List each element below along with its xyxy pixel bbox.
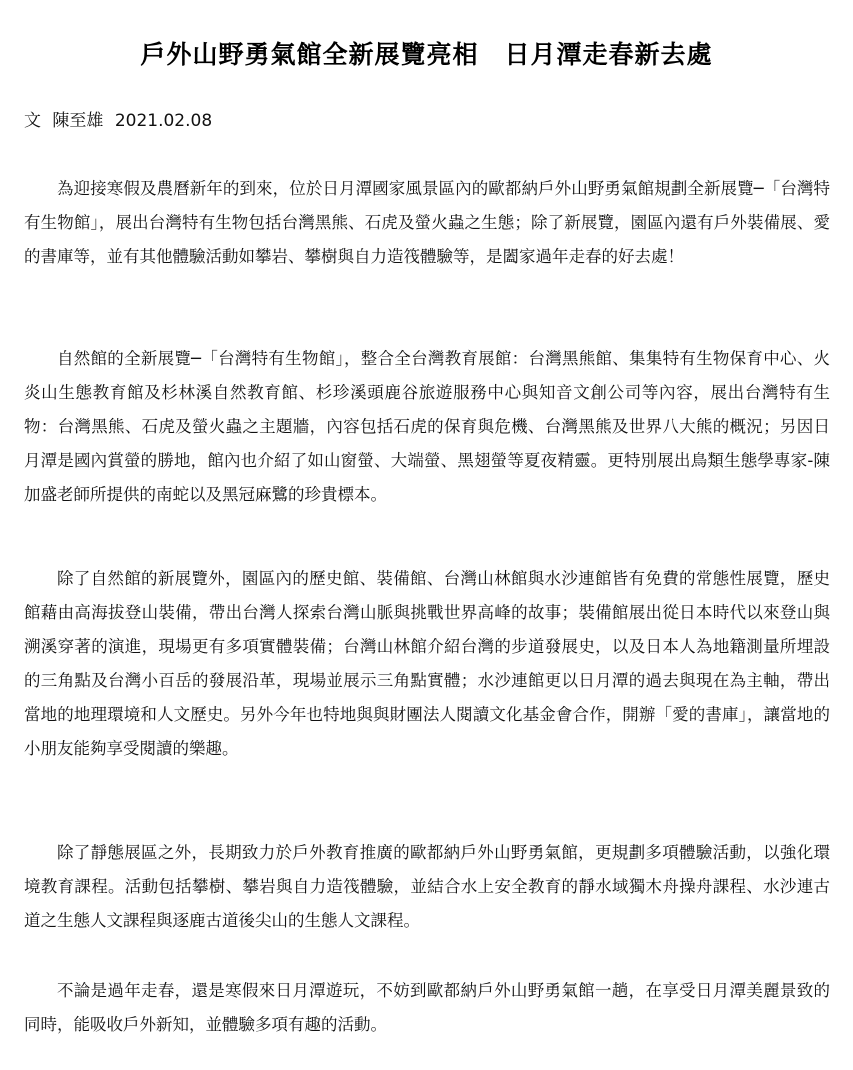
byline-date: 2021.02.08 (114, 111, 213, 131)
article-paragraph-1: 為迎接寒假及農曆新年的到來，位於日月潭國家風景區內的歐都納戶外山野勇氣館規劃全新展覽─「台灣特有生物館」，展出台灣特有生物包括台灣黑熊、石虎及螢火蟲之生態；除了新展覽，園區內還有戶外裝備展、愛的書庫等，並有其他體驗活動如攀岩、攀樹與自力造筏體驗等，是闔家過年走春的好去處！ (24, 179, 830, 266)
article-paragraph-4: 除了靜態展區之外，長期致力於戶外教育推廣的歐都納戶外山野勇氣館，更規劃多項體驗活動，以強化環境教育課程。活動包括攀樹、攀岩與自力造筏體驗，並結合水上安全教育的靜水域獨木舟操舟課程、水沙連古道之生態人文課程與逐鹿古道後尖山的生態人文課程。 (24, 843, 830, 930)
article-title: 戶外山野勇氣館全新展覽亮相 日月潭走春新去處 (140, 39, 713, 69)
article-paragraph-3: 除了自然館的新展覽外，園區內的歷史館、裝備館、台灣山林館與水沙連館皆有免費的常態性展覽，歷史館藉由高海拔登山裝備，帶出台灣人探索台灣山脈與挑戰世界高峰的故事；裝備館展出從日本時代以來登山與溯溪穿著的演進，現場更有多項實體裝備；台灣山林館介紹台灣的步道發展史，以及日本人為地籍測量所埋設的三角點及台灣小百岳的發展沿革，現場並展示三角點實體；水沙連館更以日月潭的過去與現在為主軸，帶出當地的地理環境和人文歷史。另外今年也特地與與財團法人閱讀文化基金會合作，開辦「愛的書庫」，讓當地的小朋友能夠享受閱讀的樂趣。 (24, 569, 830, 758)
article-paragraph-5: 不論是過年走春，還是寒假來日月潭遊玩，不妨到歐都納戶外山野勇氣館一趟，在享受日月潭美麗景致的同時，能吸收戶外新知，並體驗多項有趣的活動。 (24, 981, 830, 1034)
byline-author: 陳至雄 (52, 111, 104, 131)
byline (24, 108, 218, 134)
article-paragraph-2: 自然館的全新展覽─「台灣特有生物館」，整合全台灣教育展館：台灣黑熊館、集集特有生物保育中心、火炎山生態教育館及杉林溪自然教育館、杉珍溪頭鹿谷旅遊服務中心與知音文創公司等內容，展出台灣特有生物：台灣黑熊、石虎及螢火蟲之主題牆，內容包括石虎的保育與危機、台灣黑熊及世界八大熊的概況；另因日月潭是國內賞螢的勝地，館內也介紹了如山窗螢、大端螢、黑翅螢等夏夜精靈。更特別展出鳥類生態學專家-陳加盛老師所提供的南蛇以及黑冠麻鷺的珍貴標本。 (24, 349, 830, 504)
byline-prefix: 文 (24, 111, 41, 131)
